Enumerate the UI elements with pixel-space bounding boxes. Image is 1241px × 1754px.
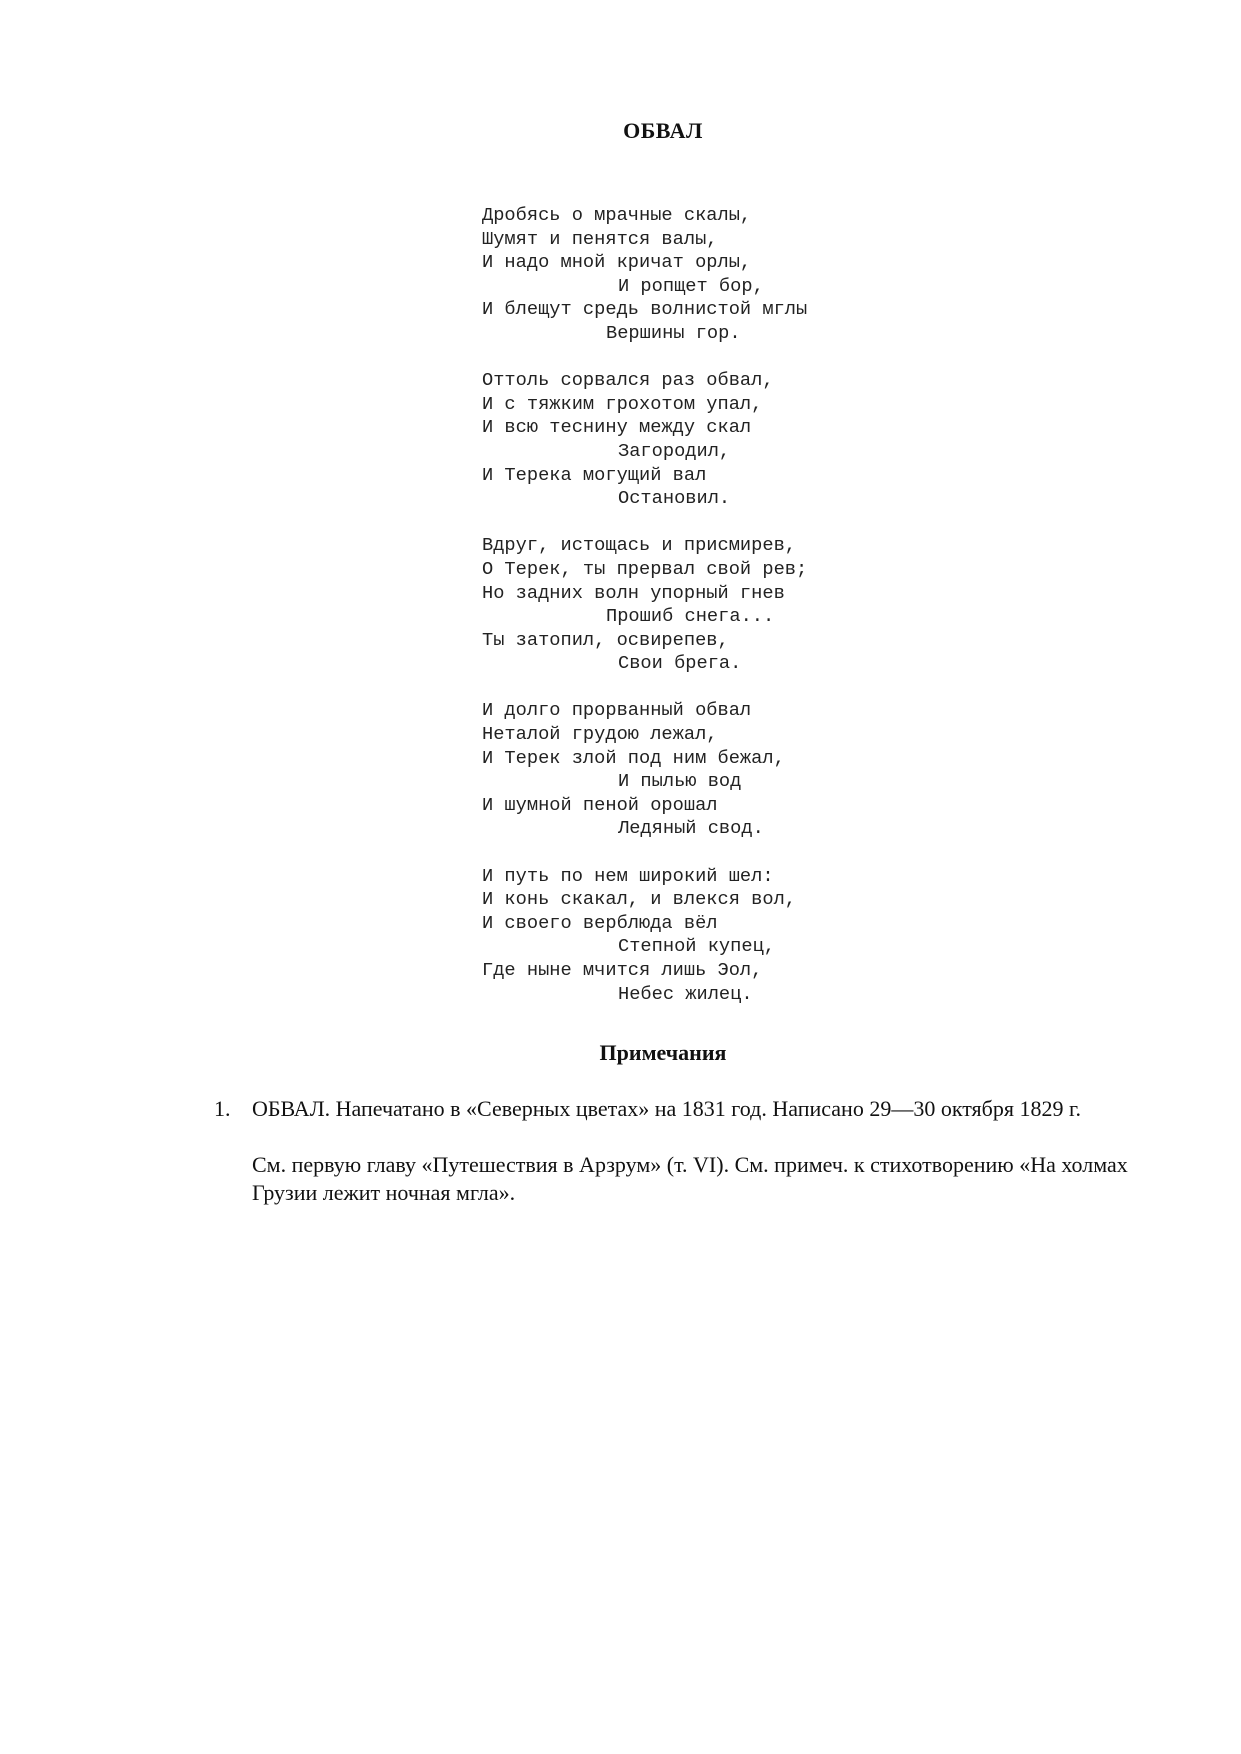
poem-line: Но задних волн упорный гнев [482, 581, 785, 604]
poem-line-indented: Вершины гор. [606, 321, 741, 344]
poem-line: Ты затопил, освирепев, [482, 628, 729, 651]
poem-line-indented: Небес жилец. [618, 982, 753, 1005]
poem-line: О Терек, ты прервал свой рев; [482, 557, 808, 580]
poem-line: Вдруг, истощась и присмирев, [482, 534, 797, 557]
stanza-1 [482, 204, 807, 346]
poem-line: И Терека могущий вал [482, 463, 707, 486]
poem-line: И шумной пеной орошал [482, 793, 718, 816]
poem-line: И долго прорванный обвал [482, 699, 752, 722]
notes-heading: Примечания [599, 1040, 727, 1065]
poem-line: Шумят и пенятся валы, [482, 227, 718, 250]
poem-line-indented: Загородил, [618, 439, 731, 462]
poem-line-indented: Ледяный свод. [618, 817, 764, 840]
note-paragraph: ОБВАЛ. Напечатано в «Северных цветах» на 1831 год. Написано 29—30 октября 1829 г. [252, 1096, 1082, 1121]
stanza-2 [482, 369, 807, 511]
poem-line-indented: Степной купец, [618, 935, 776, 958]
poem-line-indented: Остановил. [618, 487, 731, 510]
poem-line: И конь скакал, и влекся вол, [482, 888, 797, 911]
stanza-4 [482, 699, 807, 841]
poem-line: И Терек злой под ним бежал, [482, 746, 785, 769]
poem-line-indented: И ропщет бор, [618, 274, 764, 297]
poem-line: Дробясь о мрачные скалы, [482, 204, 752, 226]
poem-title: ОБВАЛ [623, 118, 703, 143]
poem-line: И с тяжким грохотом упал, [482, 392, 763, 415]
notes-list [214, 1095, 1134, 1207]
stanza-5 [482, 865, 807, 1007]
poem-line: Оттоль сорвался раз обвал, [482, 369, 774, 392]
poem-line: Где ныне мчится лишь Эол, [482, 959, 763, 981]
poem-line-indented: Свои брега. [618, 652, 742, 675]
poem-line: И своего верблюда вёл [482, 911, 718, 934]
poem-line: Неталой грудою лежал, [482, 723, 718, 746]
poem-line-indented: Прошиб снега... [606, 605, 775, 628]
note-paragraph: См. первую главу «Путешествия в Арзрум» (т. VI). См. примеч. к стихотворению «На холмах Грузии лежит ночная мгла». [252, 1152, 1128, 1205]
note-item [214, 1095, 1134, 1207]
note-body [252, 1095, 1134, 1207]
poem-line: И блещут средь волнистой мглы [482, 298, 808, 321]
note-number: 1. [214, 1096, 231, 1121]
poem-line-indented: И пылью вод [618, 770, 742, 793]
poem-line: И надо мной кричат орлы, [482, 251, 752, 274]
poem-body [482, 204, 807, 1006]
poem-line: И путь по нем широкий шел: [482, 864, 774, 887]
poem-line: И всю теснину между скал [482, 416, 752, 439]
stanza-3 [482, 534, 807, 676]
